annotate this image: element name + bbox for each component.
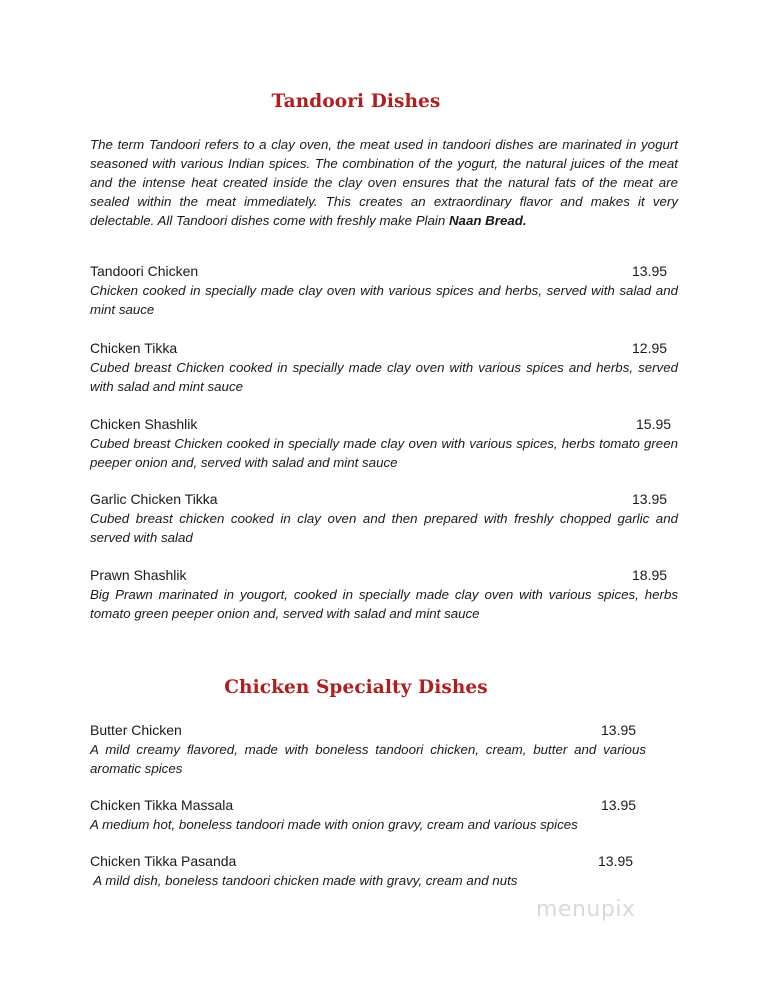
menu-item-chicken-tikka [90,339,678,396]
item-name: Garlic Chicken Tikka [90,491,218,507]
item-description: Cubed breast chicken cooked in clay oven and then prepared with freshly chopped garlic and served with salad [90,511,678,545]
item-price: 12.95 [632,340,668,356]
item-description: Chicken cooked in specially made clay oven with various spices and herbs, served with salad and mint sauce [90,283,678,317]
tandoori-intro-bold: Naan Bread. [448,213,527,228]
item-description: Cubed breast Chicken cooked in specially made clay oven with various spices and herbs, served with salad and mint sauce [90,360,678,394]
item-price: 18.95 [632,567,668,583]
tandoori-intro-text: The term Tandoori refers to a clay oven, the meat used in tandoori dishes are marinated in yogurt seasoned with various Indian spices. The combination of the yogurt, the natural juices of the meat and the intense heat created inside the clay oven ensures that the natural fats of the meat are sealed within the meat immediately. This creates an extraordinary flavor and makes it very delectable. All Tandoori dishes come with freshly make Plain [90,137,678,228]
item-name: Chicken Shashlik [90,416,198,432]
item-name: Prawn Shashlik [90,567,187,583]
menu-item-prawn-shashlik [90,566,678,623]
menupix-watermark: menupix [536,897,636,922]
menu-item-chicken-tikka-massala [90,796,646,834]
item-price: 13.95 [601,797,637,813]
item-name: Chicken Tikka Massala [90,797,234,813]
item-price: 15.95 [636,416,672,432]
item-price: 13.95 [632,491,668,507]
item-description: A medium hot, boneless tandoori made with onion gravy, cream and various spices [90,817,578,832]
menu-item-garlic-chicken-tikka [90,490,678,547]
item-price: 13.95 [632,263,668,279]
item-name: Tandoori Chicken [90,263,199,279]
item-name: Chicken Tikka Pasanda [90,853,237,869]
section-title-chicken-specialty: Chicken Specialty Dishes [224,677,488,698]
item-description: Cubed breast Chicken cooked in specially made clay oven with various spices, herbs tomato green peeper onion and, served with salad and mint sauce [90,436,678,470]
item-description: A mild creamy flavored, made with boneless tandoori chicken, cream, butter and various aromatic spices [90,742,646,776]
tandoori-intro [90,135,678,230]
item-description: A mild dish, boneless tandoori chicken made with gravy, cream and nuts [90,873,518,888]
menu-item-butter-chicken [90,721,646,778]
item-price: 13.95 [601,722,637,738]
menu-item-chicken-tikka-pasanda [90,852,646,890]
menu-item-tandoori-chicken [90,262,678,319]
section-title-tandoori: Tandoori Dishes [271,91,441,112]
menu-item-chicken-shashlik [90,415,678,472]
item-name: Chicken Tikka [90,340,178,356]
item-name: Butter Chicken [90,722,182,738]
item-description: Big Prawn marinated in yougort, cooked in specially made clay oven with various spices, herbs tomato green peeper onion and, served with salad and mint sauce [90,587,678,621]
item-price: 13.95 [598,853,634,869]
